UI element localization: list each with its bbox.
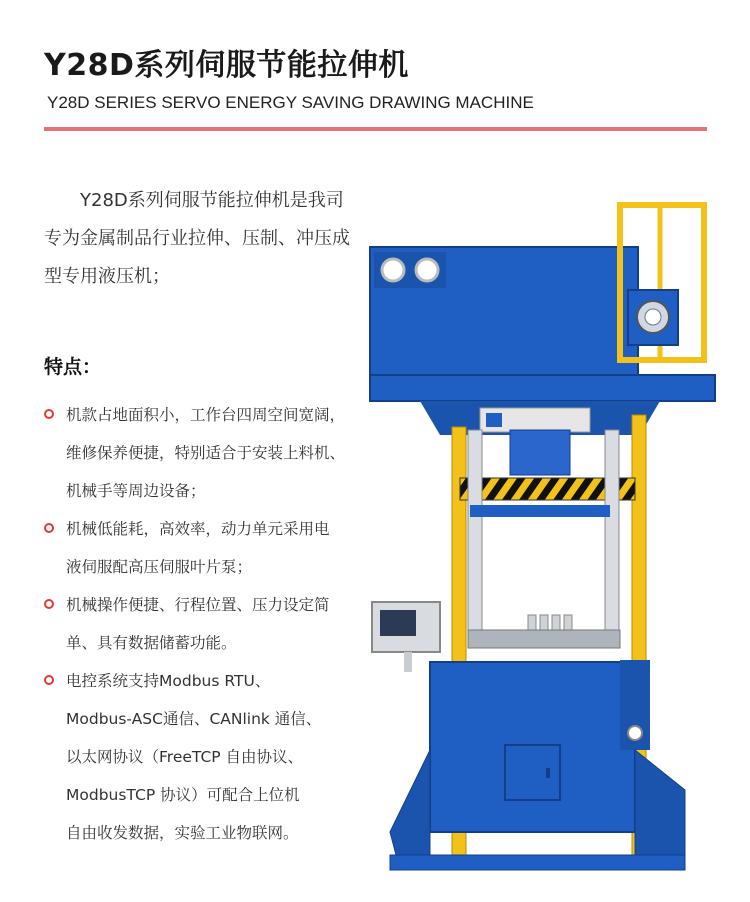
header-divider xyxy=(44,127,707,131)
feature-line: 机械手等周边设备； xyxy=(66,482,206,500)
feature-line: 机械操作便捷、行程位置、压力设定简 xyxy=(66,596,330,614)
feature-item xyxy=(44,586,384,662)
feature-list xyxy=(44,396,384,852)
feature-line: 机械低能耗，高效率，动力单元采用电 xyxy=(66,520,330,538)
page-subtitle: Y28D SERIES SERVO ENERGY SAVING DRAWING MACHINE xyxy=(47,93,534,112)
feature-line: 单、具有数据储蓄功能。 xyxy=(66,634,237,652)
feature-line: 液伺服配高压伺服叶片泵； xyxy=(66,558,253,576)
feature-item xyxy=(44,396,384,510)
feature-item xyxy=(44,662,384,852)
intro-paragraph: Y28D系列伺服节能拉伸机是我司专为金属制品行业拉伸、压制、冲压成型专用液压机； xyxy=(44,190,350,287)
page-title: Y28D系列伺服节能拉伸机 xyxy=(44,48,409,83)
feature-line: 以太网协议（FreeTCP 自由协议、 xyxy=(66,748,304,766)
feature-line: 自由收发数据，实验工业物联网。 xyxy=(66,824,299,842)
bullet-circle-icon xyxy=(44,409,54,419)
hydraulic-press-image xyxy=(360,190,720,895)
feature-line: 机款占地面积小，工作台四周空间宽阔， xyxy=(66,406,346,424)
feature-item xyxy=(44,510,384,586)
bullet-circle-icon xyxy=(44,523,54,533)
feature-line: 维修保养便捷，特别适合于安装上料机、 xyxy=(66,444,346,462)
bullet-circle-icon xyxy=(44,675,54,685)
feature-line: Modbus-ASC通信、CANlink 通信、 xyxy=(66,710,322,728)
bullet-circle-icon xyxy=(44,599,54,609)
feature-line: ModbusTCP 协议）可配合上位机 xyxy=(66,786,300,804)
features-heading: 特点： xyxy=(44,356,102,378)
feature-line: 电控系统支持Modbus RTU、 xyxy=(66,672,271,690)
